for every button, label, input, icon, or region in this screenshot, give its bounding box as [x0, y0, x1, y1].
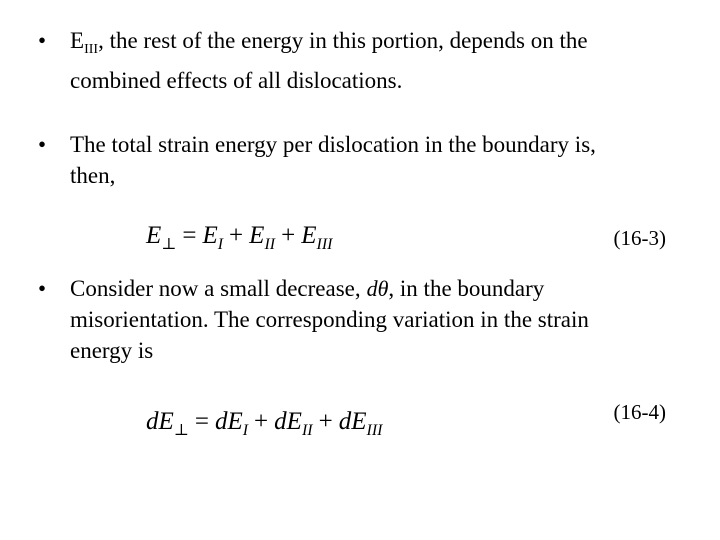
eq2-term-1: dE — [214, 408, 243, 435]
energy-subscript: III — [84, 42, 99, 57]
eq1-plus-1: + — [229, 222, 244, 249]
eq2-lhs: dE — [146, 408, 174, 435]
eq1-term-1: E — [202, 222, 218, 249]
eq2-term-1-sub: I — [242, 422, 249, 439]
bullet-3-line-3: energy is — [70, 338, 154, 363]
equation-16-4 — [146, 408, 382, 440]
bullet-1-line-1-rest: , the rest of the energy in this portion, depends on the — [98, 28, 588, 53]
eq1-equals: = — [182, 222, 197, 249]
bullet-3-line-1-before: Consider now a small decrease, — [70, 276, 361, 301]
bullet-2-text — [70, 129, 690, 191]
bullet-3-line-1-after: , in the boundary — [388, 276, 545, 301]
bullet-marker-2: • — [38, 132, 47, 157]
eq2-term-3-sub: III — [366, 422, 383, 439]
eq2-plus-1: + — [254, 408, 269, 435]
eq1-lhs-sub: ⊥ — [161, 236, 177, 253]
eq2-lhs-sub: ⊥ — [173, 422, 189, 439]
eq1-term-2: E — [249, 222, 265, 249]
bullet-1-text — [70, 25, 690, 96]
eq2-term-3: dE — [338, 408, 367, 435]
eq1-term-3-sub: III — [316, 236, 333, 253]
eq2-term-2: dE — [274, 408, 302, 435]
bullet-marker-3: • — [38, 276, 47, 301]
eq2-term-2-sub: II — [301, 422, 313, 439]
equation-number-16-3: (16-3) — [613, 226, 666, 250]
bullet-2-line-1: The total strain energy per dislocation in the boundary is, — [70, 132, 596, 157]
eq1-plus-2: + — [281, 222, 296, 249]
bullet-3-line-1 — [70, 273, 690, 304]
bullet-3-text — [70, 273, 690, 366]
equation-16-3 — [146, 222, 332, 254]
eq2-plus-2: + — [318, 408, 333, 435]
eq2-equals: = — [194, 408, 209, 435]
bullet-1-line-2: combined effects of all dislocations. — [70, 68, 403, 93]
bullet-marker-1: • — [38, 28, 47, 53]
equation-number-16-4: (16-4) — [613, 400, 666, 424]
eq1-term-3: E — [301, 222, 317, 249]
eq1-term-1-sub: I — [217, 236, 224, 253]
eq1-term-2-sub: II — [264, 236, 276, 253]
eq1-lhs: E — [146, 222, 162, 249]
bullet-1-line-1 — [70, 25, 690, 65]
bullet-2-line-2: then, — [70, 163, 116, 188]
energy-symbol: E — [70, 28, 85, 53]
dtheta-symbol: dθ — [366, 276, 389, 301]
bullet-3-line-2: misorientation. The corresponding variation in the strain — [70, 307, 589, 332]
